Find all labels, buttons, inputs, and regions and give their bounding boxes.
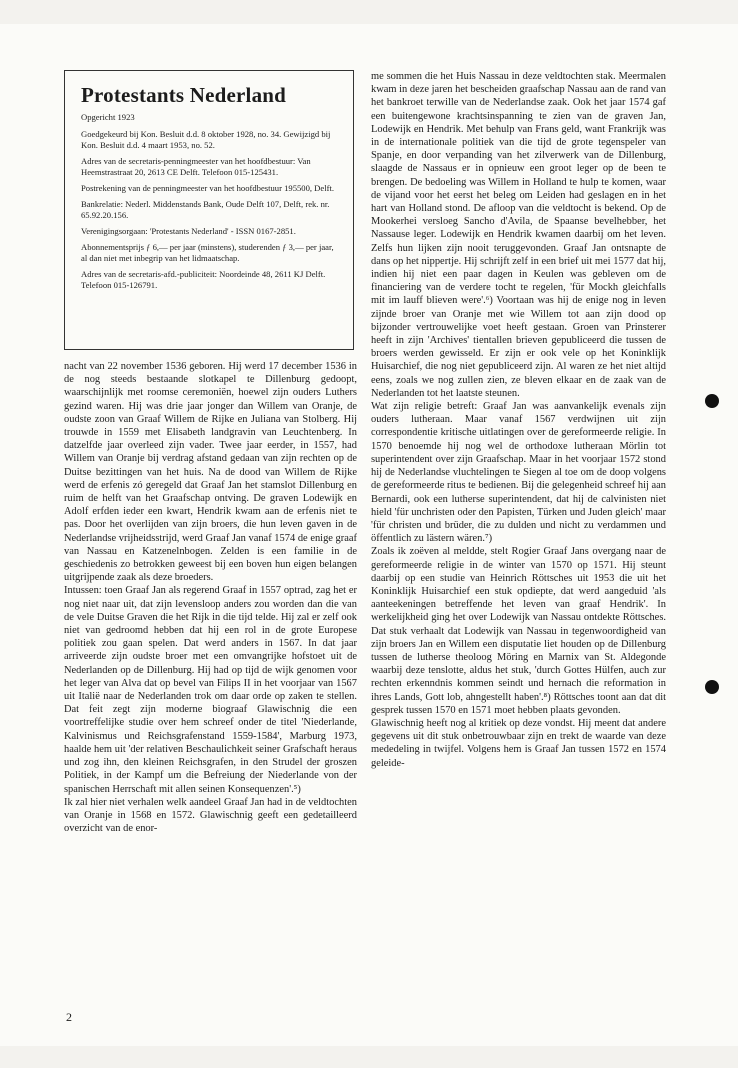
page-number: 2 xyxy=(66,1010,72,1024)
publication-line: Verenigingsorgaan: 'Protestants Nederland' - ISSN 0167-2851. xyxy=(81,226,296,236)
body-paragraph: Zoals ik zoëven al meldde, stelt Rogier Graaf Jans overgang naar de gereformeerde religie in de winter van 1570 op 1571. Hij steunt daarbij op een studie van Heinrich Röttsches uit 1953 die uit het Koninklijk Huisarchief een stuk opdiepte, dat werd aangeduid 'als aanteekeningen betreffende het leven van graaf Hendrik'. In werkelijkheid ging het over Lodewijk van Nassau ontdekte Röttsches. Dat stuk verhaalt dat Lodewijk van Nassau in tegenwoordigheid van zijn broers Jan en Willem een disputatie liet houden op de Dillenburg tussen de lutherse theoloog Möring en Marnix van St. Aldegonde waarbij deze tenslotte, aldus het stuk, 'durch Gottes Hülfen, auch zur rechten erkenndnis kommen seindt und hernach die reformation in ihres Lands, Gott lob, ahngestellt haben'.⁸) Röttsches toont aan dat dit gesprek tussen 1570 en 1571 moet hebben plaats gevonden. xyxy=(371,546,666,716)
body-paragraph: me sommen die het Huis Nassau in deze veldtochten stak. Meermalen kwam in deze jaren het bescheiden graafschap Nassau aan de rand van het bankroet terwille van de Nederlandse zaak. Ook het jaar 1574 gaf een buitengewone krachtsinspanning te zien van de graven Jan, Lodewijk en Hendrik. Met behulp van Frans geld, want Frankrijk was in de internationale politiek van die tijd de grote tegenspeler van Spanje, en door verpanding van het zilverwerk van de Dillenburg, slaagde de Nassaus er in opnieuw een groot leger op de been te brengen. De bedoeling was Willem in Holland te hulp te komen, waar de vijand voor het eerst het beleg om Leiden had geslagen en in het hart van Holland stond. De afloop van die veldtocht is bekend. Op de Mookerhei versloeg Sancho d'Avila, de Spaanse bevelhebber, het Nassause leger. Lodewijk en Hendrik kwamen daarbij om het leven. Zelfs hun lijken zijn nooit teruggevonden. Graaf Jan ontsnapte de dans op het nippertje. Hij schrijft zelf in een brief uit mei 1577 dat hij, indien hij niet een paar dagen in Keulen was gebleven om de financiering van de verdere tocht te regelen, 'für Mockh gleichfalls mit im lauff blieven were'.⁶) Voortaan was hij de enige nog in leven zijnde broer van Oranje met wie Willem tot aan zijn dood op bijzonder vertrouwelijke voet heeft gestaan. Groen van Prinsterer heeft in zijn 'Archives' tientallen brieven gepubliceerd die tussen de broers werden gewisseld. Er zijn er ook vele op het Koninklijk Huisarchief, die nog niet gepubliceerd zijn. Al waren ze het niet altijd eens, zoals we nog zullen zien, ze bleven elkaar en de zaak van de Nederlanden tot het laatste steunen. xyxy=(371,71,666,399)
association-info-box xyxy=(64,70,354,350)
punch-hole-icon xyxy=(705,394,719,408)
approval-line: Goedgekeurd bij Kon. Besluit d.d. 8 oktober 1928, no. 34. Gewijzigd bij Kon. Besluit d.d. 4 maart 1953, no. 52. xyxy=(81,129,331,150)
bank-line: Bankrelatie: Nederl. Middenstands Bank, Oude Delft 107, Delft, rek. nr. 65.92.20.156. xyxy=(81,199,330,220)
subscription-line: Abonnementsprijs ƒ 6,— per jaar (minstens), studerenden ƒ 3,— per jaar, al dan niet met inbegrip van het lidmaatschap. xyxy=(81,242,334,263)
body-paragraph: Intussen: toen Graaf Jan als regerend Graaf in 1557 optrad, zag het er nog niet naar uit, dat zijn levensloop anders zou worden dan die van de vele Duitse Graven die het Rijk in die tijd telde. Hij zal er zelf ook niet van gedroomd hebben dat hij een rol in de grote Europese politiek zou gaan spelen. Dat werd anders in 1567. In dat jaar arriveerde zijn oudste broer met een omvangrijke hofstoet uit de Nederlanden op de Dillenburg. Hij had op tijd de wijk genomen voor het leger van Alva dat op bevel van Filips II in het voorjaar van 1567 uit Italië naar de Nederlanden trok om daar orde op zaken te stellen. Dat feit zegt zijn moderne biograaf Glawischnig die een voortreffelijke studie over hem schreef onder de titel 'Niederlande, Kalvinismus und Reichsgrafenstand 1559-1584', Marburg 1973, haalde hem uit 'der relativen Beschaulichkeit seiner Grafschaft heraus und zog ihn, den kleinen Reichsgrafen, in den Strudel der groszen Politiek, in der Kampf um die Befreiung der Niederlande von der spanischen Herrschaft mit allen seinen Konsequenzen'.⁵) xyxy=(64,585,357,795)
left-column xyxy=(64,360,357,835)
postal-account-line: Postrekening van de penningmeester van het hoofdbestuur 195500, Delft. xyxy=(81,183,334,193)
box-title: Protestants Nederland xyxy=(81,83,287,107)
body-paragraph: Glawischnig heeft nog al kritiek op deze vondst. Hij meent dat andere gegevens uit dit stuk onbetrouwbaar zijn en trekt de waarde van deze mededeling in twijfel. Volgens hem is Graaf Jan tussen 1572 en 1574 geleide- xyxy=(371,717,666,769)
punch-hole-icon xyxy=(705,680,719,694)
right-column xyxy=(371,70,666,770)
body-paragraph: Ik zal hier niet verhalen welk aandeel Graaf Jan had in de veldtochten van Oranje in 1568 en 1572. Glawischnig geeft een gedetailleerd overzicht van de enor- xyxy=(64,796,357,835)
address-line: Adres van de secretaris-penningmeester van het hoofdbestuur: Van Heemstrastraat 20, 2613 CE Delft. Telefoon 015-125431. xyxy=(81,156,311,177)
publicity-address-line: Adres van de secretaris-afd.-publiciteit: Noordeinde 48, 2611 KJ Delft. Telefoon 015-126791. xyxy=(81,269,326,290)
founded-line: Opgericht 1923 xyxy=(81,112,135,122)
body-paragraph: Wat zijn religie betreft: Graaf Jan was aanvankelijk evenals zijn ouders lutheraan. Maar vanaf 1567 verdwijnen uit zijn correspondentie kritische uitlatingen over de gereformeerde religie. In 1570 benoemde hij nog wel de orthodoxe lutheraan Mörlin tot superintendent over zijn Graafschap. Maar in het voorjaar 1572 stond hij de Nederlandse vluchtelingen te Siegen al toe om de doop volgens de gereformeerde ritus te bedienen. Bij die gelegenheid schreef hij aan Bernardi, ook een lutherse superintendent, dat hij de calvinisten niet hield 'für unchristen oder den Papisten, Türken und Juden gleich' maar 'für christen und brüder, die zu dulden und nicht zu verdammen und öffentlich zu lästern wären.⁷) xyxy=(371,401,666,545)
body-paragraph: nacht van 22 november 1536 geboren. Hij werd 17 december 1536 in de nog steeds bestaande slotkapel te Dillenburg gedoopt, waarschijnlijk met roomse ceremoniën, hoewel zijn ouders Luthers gezind waren. Hij was drie jaar jonger dan Willem van Oranje, de oudste zoon van Graaf Willem de Rijke en Juliana van Stolberg. Hij trouwde in 1559 met Elisabeth landgravin van Leuchtenberg. In datzelfde jaar overleed zijn vader. Twee jaar eerder, in 1557, had Willem van Oranje bij verdrag afstand gedaan van zijn rechten op de Duitse bezittingen van het huis. Na de dood van Willem de Rijke werd de erfenis zó geregeld dat Graaf Jan het stamslot Dillenburg en ruim de helft van het Graafschap ontving. De graven Lodewijk en Adolf erfden ieder een kwart, Hendrik kwam aan de erfenis niet te pas. Door het overlijden van zijn broers, die hun leven gaven in de Nederlandse vrijheidsstrijd, werd Graaf Jan vanaf 1574 de enige graaf van Nassau en Katzenelnbogen. Zelden is een familie in de geschiedenis zo betrokken geweest bij een boven hun eigen belangen uitgrijpende zaak als deze broeders. xyxy=(64,361,357,584)
